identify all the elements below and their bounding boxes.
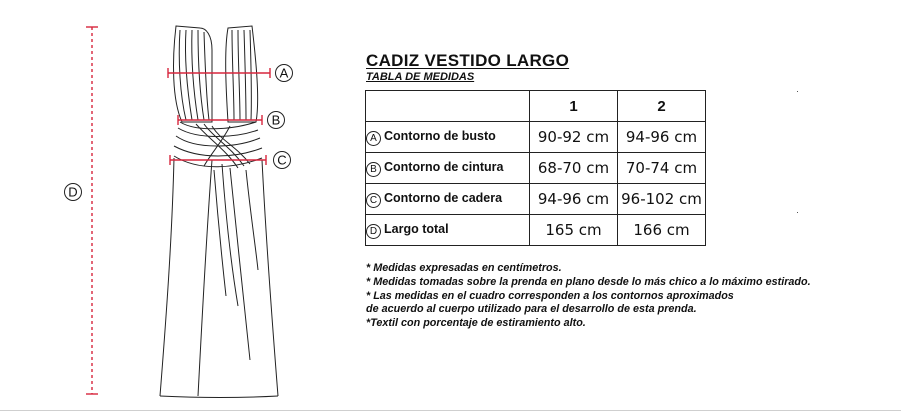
notes-list	[366, 262, 811, 331]
stray-dot	[797, 212, 798, 213]
table-row	[366, 215, 706, 246]
row-label: Largo total	[384, 221, 449, 236]
note-line: *Textil con porcentaje de estiramiento alto.	[366, 317, 586, 330]
marker-D-icon	[65, 184, 82, 201]
table-cell: 94-96 cm	[618, 122, 706, 153]
row-label-cell	[366, 122, 530, 153]
row-label: Contorno de cintura	[384, 159, 504, 174]
measure-lines	[86, 27, 270, 394]
row-label-cell	[366, 184, 530, 215]
table-cell: 165 cm	[530, 215, 618, 246]
marker-circle-icon: B	[366, 162, 381, 177]
marker-A-icon	[276, 65, 293, 82]
note-line: * Medidas tomadas sobre la prenda en plano desde lo más chico a lo máximo estirado.	[366, 275, 811, 288]
svg-text:A: A	[279, 65, 289, 81]
table-cell: 68-70 cm	[530, 153, 618, 184]
marker-circle-icon: A	[366, 131, 381, 146]
table-cell: 70-74 cm	[618, 153, 706, 184]
table-header-empty	[366, 91, 530, 122]
table-cell: 94-96 cm	[530, 184, 618, 215]
table-cell: 90-92 cm	[530, 122, 618, 153]
product-title: CADIZ VESTIDO LARGO	[366, 51, 570, 70]
row-label: Contorno de cadera	[384, 190, 503, 205]
marker-C-icon	[274, 152, 291, 169]
row-label-cell	[366, 153, 530, 184]
dress-measurement-diagram	[0, 0, 340, 415]
size-header: 2	[618, 91, 706, 122]
note-line: de acuerdo al cuerpo utilizado para el desarrollo de esta prenda.	[366, 303, 697, 316]
table-header-row	[366, 91, 706, 122]
table-subtitle: TABLA DE MEDIDAS	[366, 71, 475, 83]
size-table	[365, 90, 706, 246]
table-cell: 96-102 cm	[618, 184, 706, 215]
svg-text:D: D	[68, 184, 78, 200]
bottom-divider	[0, 410, 901, 411]
marker-circle-icon: C	[366, 193, 381, 208]
table-row	[366, 184, 706, 215]
svg-text:B: B	[271, 112, 281, 128]
stray-dot	[797, 91, 798, 92]
row-label-cell	[366, 215, 530, 246]
note-line: * Las medidas en el cuadro corresponden a los contornos aproximados	[366, 289, 734, 302]
table-cell: 166 cm	[618, 215, 706, 246]
table-row	[366, 153, 706, 184]
dress-drawing	[160, 26, 278, 398]
size-header: 1	[530, 91, 618, 122]
svg-text:C: C	[277, 152, 287, 168]
marker-circle-icon: D	[366, 224, 381, 239]
note-line: * Medidas expresadas en centímetros.	[366, 262, 562, 274]
table-row	[366, 122, 706, 153]
row-label: Contorno de busto	[384, 128, 496, 143]
marker-B-icon	[268, 112, 285, 129]
